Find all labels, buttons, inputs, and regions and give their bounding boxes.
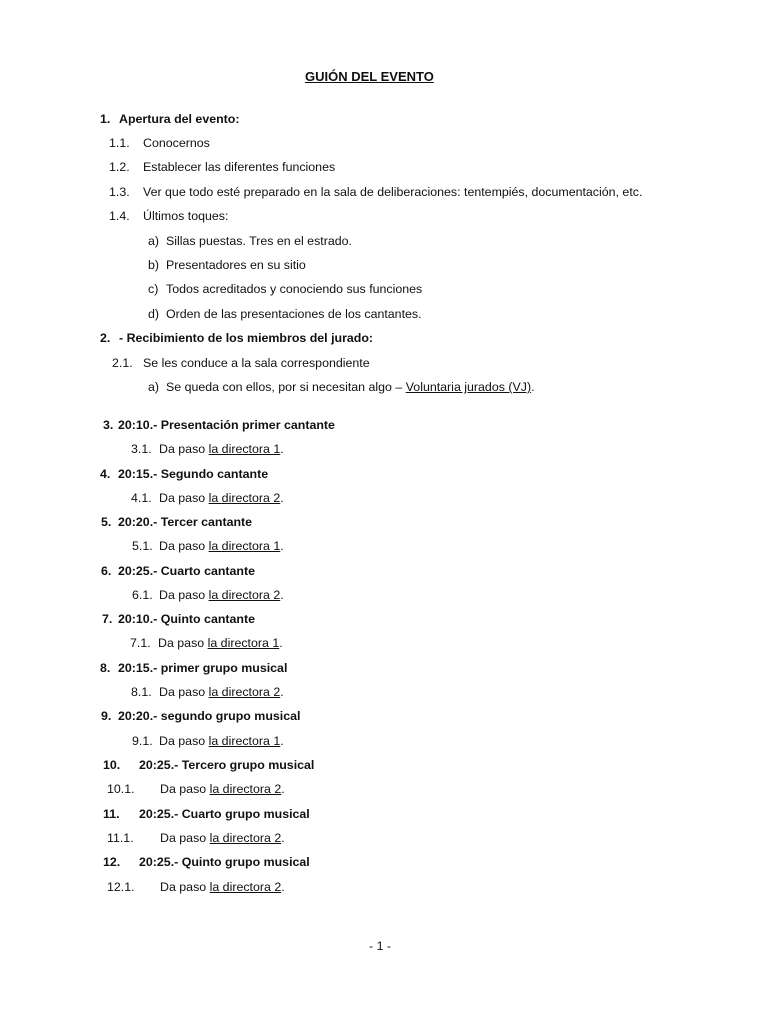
entry-7-sub-number: 7.1. [130,636,151,650]
entry-11-sub [160,832,285,844]
entry-4-sub-text: Da paso [159,491,209,505]
entry-9-sub-number: 9.1. [132,734,153,748]
entry-4-heading: 20:15.- Segundo cantante [118,467,269,481]
entry-3-sub-text: Da paso [159,442,209,456]
entry-8-number: 8. [100,661,111,675]
entry-5-sub-tail: . [280,539,284,553]
sub-a-marker: a) [148,234,160,248]
entry-9-number: 9. [101,709,112,723]
entry-12-sub-tail: . [281,880,285,894]
section-1-heading: Apertura del evento: [119,112,240,126]
item-1-2-text: Establecer las diferentes funciones [143,160,336,174]
entry-10-heading: 20:25.- Tercero grupo musical [139,758,315,772]
item-1-4-number: 1.4. [109,209,130,223]
sub-b-marker: b) [148,258,160,272]
entry-7-number: 7. [102,612,113,626]
section-2-heading: - Recibimiento de los miembros del jurado: [119,331,374,345]
entry-5-heading: 20:20.- Tercer cantante [118,515,253,529]
entry-7-sub [158,637,283,649]
entry-10-number: 10. [103,758,121,772]
item-2-1-text: Se les conduce a la sala correspondiente [143,356,370,370]
directora-link: la directora 2 [209,782,282,796]
sub-2a-text: Se queda con ellos, por si necesitan algo – [166,380,406,394]
sub-d-text: Orden de las presentaciones de los cantantes. [166,307,422,321]
entry-11-heading: 20:25.- Cuarto grupo musical [139,807,310,821]
entry-5-sub-number: 5.1. [132,539,153,553]
entry-11-sub-tail: . [281,831,285,845]
sub-a-text: Sillas puestas. Tres en el estrado. [166,234,352,248]
entry-7-heading: 20:10.- Quinto cantante [118,612,256,626]
entry-3-sub-number: 3.1. [131,442,152,456]
directora-link: la directora 1 [208,442,281,456]
sub-2a-line [166,381,535,393]
entry-6-sub [159,589,284,601]
page-number: - 1 - [369,939,392,953]
entry-3-number: 3. [103,418,114,432]
entry-5-number: 5. [101,515,112,529]
entry-11-number: 11. [103,807,120,821]
entry-12-sub [160,881,285,893]
section-1-number: 1. [100,112,111,126]
directora-link: la directora 2 [209,880,282,894]
entry-9-sub [159,735,284,747]
entry-4-number: 4. [100,467,111,481]
entry-12-heading: 20:25.- Quinto grupo musical [139,855,310,869]
entry-12-number: 12. [103,855,121,869]
item-2-1-number: 2.1. [112,356,133,370]
entry-3-heading: 20:10.- Presentación primer cantante [118,418,335,432]
entry-6-sub-number: 6.1. [132,588,153,602]
entry-10-sub-number: 10.1. [107,782,135,796]
item-1-3-text: Ver que todo esté preparado en la sala de deliberaciones: tentempiés, documentación, etc. [143,185,643,199]
item-1-1-text: Conocernos [143,136,210,150]
entry-10-sub [160,783,285,795]
directora-link: la directora 2 [209,831,282,845]
entry-4-sub-tail: . [280,491,284,505]
entry-8-sub-number: 8.1. [131,685,152,699]
entry-5-sub [159,540,284,552]
entry-6-heading: 20:25.- Cuarto cantante [118,564,256,578]
entry-12-sub-number: 12.1. [107,880,135,894]
entry-7-sub-text: Da paso [158,636,208,650]
directora-link: la directora 1 [207,636,280,650]
entry-12-sub-text: Da paso [160,880,210,894]
entry-8-sub-text: Da paso [159,685,209,699]
entry-8-heading: 20:15.- primer grupo musical [118,661,288,675]
sub-c-text: Todos acreditados y conociendo sus funciones [166,282,423,296]
entry-6-sub-text: Da paso [159,588,209,602]
directora-link: la directora 1 [208,539,281,553]
entry-9-heading: 20:20.- segundo grupo musical [118,709,301,723]
directora-link: la directora 2 [208,685,281,699]
entry-6-sub-tail: . [280,588,284,602]
document-title: GUIÓN DEL EVENTO [305,69,434,84]
sub-2a-marker: a) [148,380,160,394]
entry-8-sub-tail: . [280,685,284,699]
entry-8-sub [159,686,284,698]
sub-b-text: Presentadores en su sitio [166,258,306,272]
sub-2a-tail: . [531,380,535,394]
voluntaria-jurados-link: Voluntaria jurados (VJ) [405,380,532,394]
entry-9-sub-text: Da paso [159,734,209,748]
directora-link: la directora 1 [208,734,281,748]
entry-4-sub [159,492,284,504]
sub-d-marker: d) [148,307,160,321]
item-1-4-text: Últimos toques: [143,209,229,223]
entry-3-sub [159,443,284,455]
entry-4-sub-number: 4.1. [131,491,152,505]
entry-9-sub-tail: . [280,734,284,748]
entry-11-sub-text: Da paso [160,831,210,845]
directora-link: la directora 2 [208,491,281,505]
entry-11-sub-number: 11.1. [107,831,134,845]
entry-10-sub-text: Da paso [160,782,210,796]
sub-c-marker: c) [148,282,159,296]
entry-7-sub-tail: . [279,636,283,650]
item-1-3-number: 1.3. [109,185,130,199]
entry-3-sub-tail: . [280,442,284,456]
directora-link: la directora 2 [208,588,281,602]
section-2-number: 2. [100,331,111,345]
item-1-1-number: 1.1. [109,136,130,150]
entry-10-sub-tail: . [281,782,285,796]
entry-6-number: 6. [101,564,112,578]
entry-5-sub-text: Da paso [159,539,209,553]
item-1-2-number: 1.2. [109,160,130,174]
